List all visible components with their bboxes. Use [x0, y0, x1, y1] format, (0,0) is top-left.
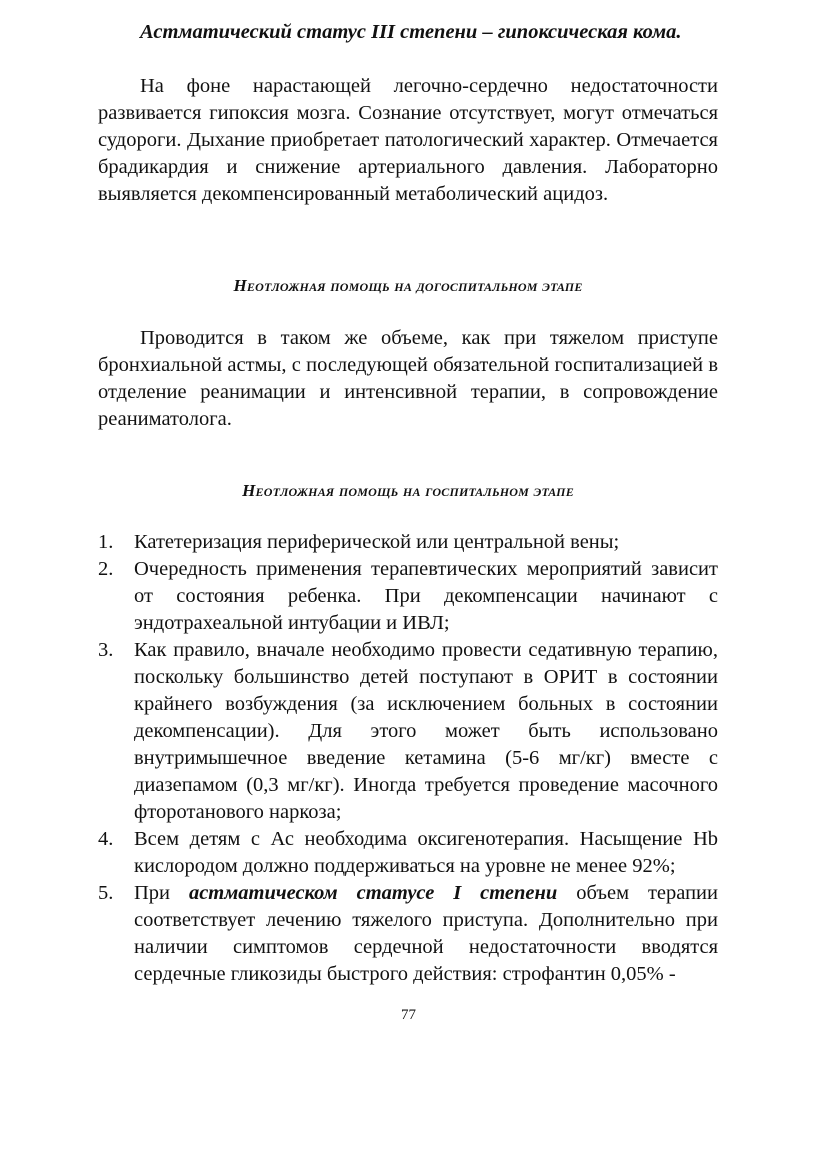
list-item-number: 1.: [98, 531, 114, 553]
list-item-number: 2.: [98, 558, 114, 580]
paragraph-coma-description: На фоне нарастающей легочно-сердечно недостаточности развивается гипоксия мозга. Сознание отсутствует, могут отмечаться судороги. Дыхание приобретает патологический характер. Отмечается брадикардия и снижение артериального давления. Лабораторно выявляется декомпенсированный метаболический ацидоз.: [98, 75, 718, 205]
list-item-text-after: объем терапии соответствует лечению тяжелого приступа. Дополнительно при наличии симптомов сердечной недостаточности вводятся сердечные гликозиды быстрого действия: строфантин 0,05% -: [134, 882, 718, 985]
list-item-emphasis: астматическом статусе I степени: [188, 882, 558, 904]
section-heading-prehospital: Неотложная помощь на догоспитальном этапе: [233, 276, 583, 295]
list-item-text: Катетеризация периферической или центральной вены;: [134, 531, 620, 553]
list-item-text: Очередность применения терапевтических мероприятий зависит от состояния ребенка. При декомпенсации начинают с эндотрахеальной интубации и ИВЛ;: [134, 558, 718, 634]
list-item-number: 4.: [98, 828, 114, 850]
list-item: [98, 826, 718, 880]
paragraph-prehospital: Проводится в таком же объеме, как при тяжелом приступе бронхиальной астмы, с последующей обязательной госпитализацией в отделение реанимации и интенсивной терапии, в сопровождение реаниматолога.: [98, 327, 718, 430]
list-item-text: Как правило, вначале необходимо провести седативную терапию, поскольку большинство детей поступают в ОРИТ в состоянии крайнего возбуждения (за исключением больных в состоянии декомпенсации). Для этого может быть использовано внутримышечное введение кетамина (5-6 мг/кг) вместе с диазепамом (0,3 мг/кг). Иногда требуется проведение масочного фторотанового наркоза;: [134, 639, 718, 823]
list-item-number: 3.: [98, 639, 114, 661]
list-item-text-before: При: [134, 882, 171, 904]
treatment-list: [98, 529, 718, 988]
list-item-number: 5.: [98, 882, 114, 904]
list-item: [98, 556, 718, 637]
section-heading-hospital: Неотложная помощь на госпитальном этапе: [242, 481, 574, 500]
status-heading: Астматический статус III степени – гипоксическая кома.: [140, 21, 682, 43]
list-item-text: Всем детям с Ас необходима оксигенотерапия. Насыщение Hb кислородом должно поддерживаться на уровне не менее 92%;: [134, 828, 718, 877]
list-item: [98, 637, 718, 826]
page-number: 77: [401, 1007, 416, 1023]
list-item: [98, 880, 718, 988]
list-item: [98, 529, 718, 556]
